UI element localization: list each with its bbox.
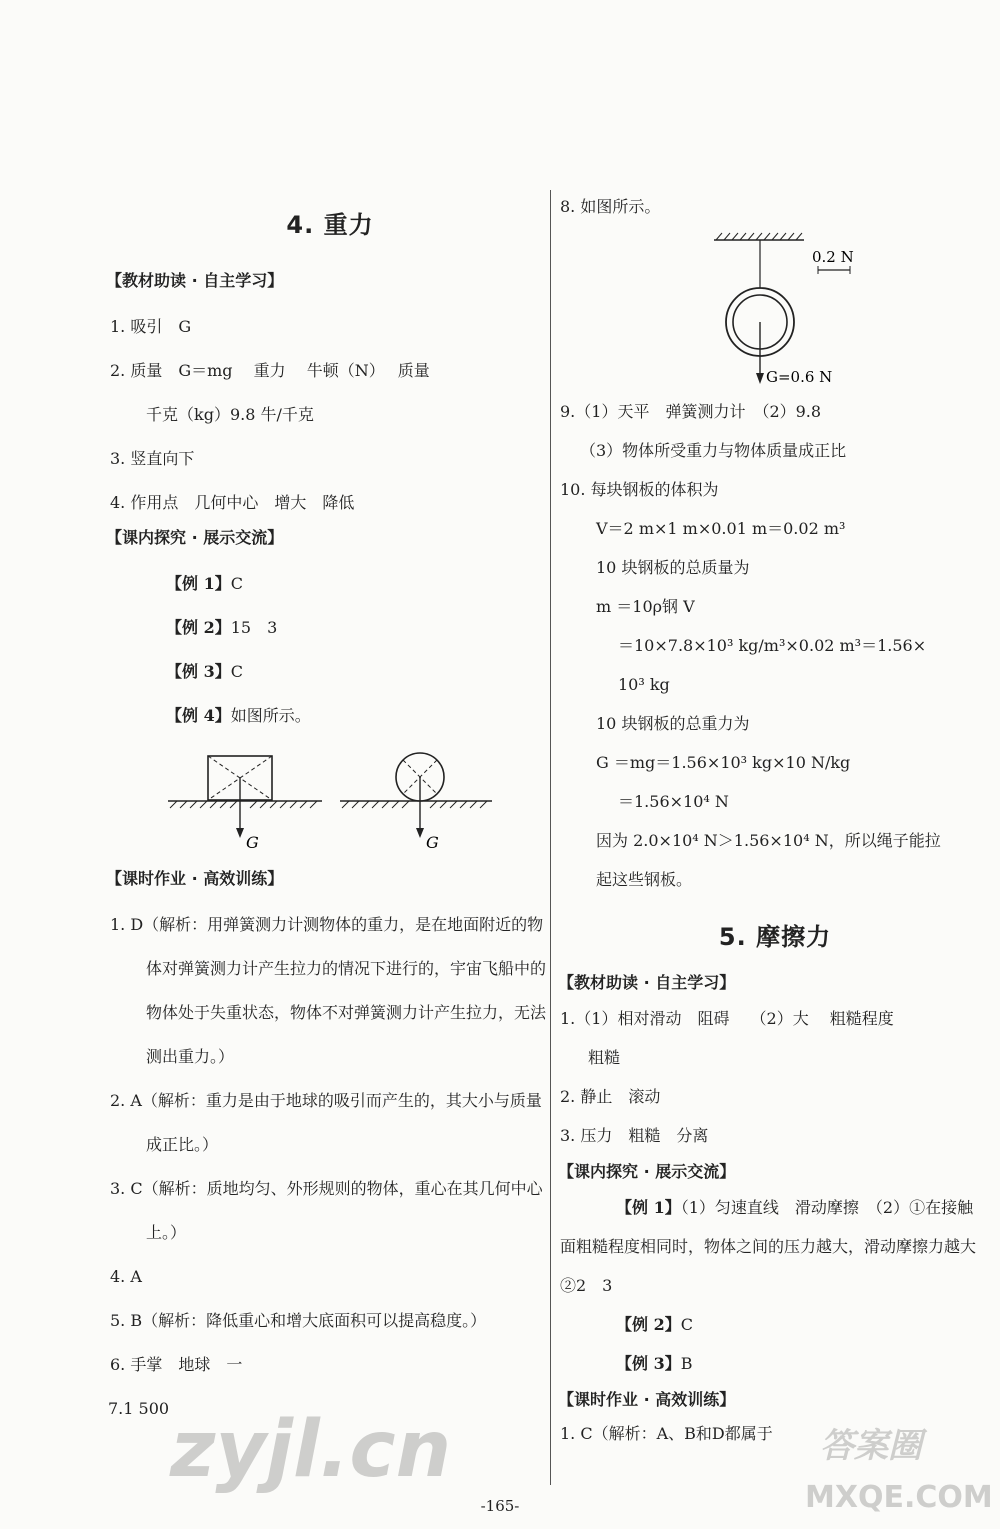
answer-10-line-d: ＝10×7.8×10³ kg/m³×0.02 m³＝1.56×: [618, 636, 927, 655]
watermark-corner: MXQE.COM: [805, 1480, 993, 1515]
gravity-label: G: [246, 833, 259, 852]
heading-class-inquiry: 【课内探究 · 展示交流】: [558, 1162, 736, 1181]
friction-example-2: [560, 1305, 990, 1344]
answer-10-line-g: G ＝mg＝1.56×10³ kg×10 N/kg: [596, 753, 851, 772]
left-column: [106, 195, 550, 1431]
example-answer: B: [680, 1354, 693, 1373]
friction-homework-1: 1. C（解析：A、B和D都属于: [560, 1424, 773, 1443]
answer-10: 10. 每块钢板的体积为: [560, 480, 719, 499]
answer-10-line-c: m ＝10ρ钢 V: [596, 597, 695, 616]
answer-9b: （3）物体所受重力与物体质量成正比: [580, 441, 847, 460]
answer-10-line-i: 因为 2.0×10⁴ N＞1.56×10⁴ N，所以绳子能拉: [596, 831, 941, 850]
homework-q3: 3. C（解析：质地均匀、外形规则的物体，重心在其几何中心上。）: [110, 1179, 543, 1242]
hanging-ball-diagram: [700, 222, 1000, 392]
answer-3: 3. 竖直向下: [110, 449, 195, 468]
answer-10-line-b: 10 块钢板的总质量为: [596, 558, 750, 577]
example-answer: 如图所示。: [230, 706, 311, 725]
heading-textbook-reading: 【教材助读 · 自主学习】: [106, 271, 284, 290]
gravity-diagram: [160, 744, 560, 854]
watermark-left: zyjl.cn: [170, 1405, 452, 1495]
heading-homework: 【课时作业 · 高效训练】: [558, 1390, 736, 1409]
friction-example-1: [560, 1188, 993, 1305]
scale-label: 0.2 N: [812, 248, 854, 266]
friction-example-3: [560, 1344, 990, 1383]
example-tag: 【例 1】: [166, 574, 231, 593]
right-column: [558, 195, 993, 1453]
homework-q4: 4. A: [110, 1267, 142, 1286]
homework-q6: 6. 手掌 地球 一: [110, 1355, 243, 1374]
section-title-friction: 5. 摩擦力: [718, 923, 832, 951]
homework-q5: 5. B（解析：降低重心和增大底面积可以提高稳度。）: [110, 1311, 487, 1330]
answer-1: 1. 吸引 G: [110, 317, 192, 336]
answer-4: 4. 作用点 几何中心 增大 降低: [110, 493, 355, 512]
example-answer: C: [230, 574, 243, 593]
example-tag: 【例 4】: [166, 706, 231, 725]
friction-answer-3: 3. 压力 粗糙 分离: [560, 1126, 709, 1145]
watermark-corner-top: 答案圈: [820, 1426, 922, 1466]
example-tag: 【例 2】: [616, 1315, 681, 1334]
example-answer: C: [230, 662, 243, 681]
friction-answer-1: 1.（1）相对滑动 阻碍 （2）大 粗糙程度: [560, 1009, 894, 1028]
example-2: [110, 606, 550, 650]
example-4: [110, 694, 550, 738]
answer-9a: 9.（1）天平 弹簧测力计 （2）9.8: [560, 402, 822, 421]
gravity-label: G: [426, 833, 439, 852]
example-tag: 【例 3】: [616, 1354, 681, 1373]
friction-answer-2: 2. 静止 滚动: [560, 1087, 661, 1106]
heading-textbook-reading: 【教材助读 · 自主学习】: [558, 973, 736, 992]
example-answer: 15 3: [230, 618, 278, 637]
example-tag: 【例 2】: [166, 618, 231, 637]
answer-10-line-f: 10 块钢板的总重力为: [596, 714, 750, 733]
box-figure: [168, 756, 322, 852]
page-number: -165-: [480, 1497, 520, 1515]
heading-homework: 【课时作业 · 高效训练】: [106, 869, 284, 888]
gravity-value-label: G=0.6 N: [766, 368, 833, 386]
answer-10-line-j: 起这些钢板。: [596, 870, 693, 889]
example-tag: 【例 3】: [166, 662, 231, 681]
friction-answer-1-cont: 粗糙: [588, 1048, 621, 1067]
heading-class-inquiry: 【课内探究 · 展示交流】: [106, 528, 284, 547]
answer-10-line-a: V＝2 m×1 m×0.01 m＝0.02 m³: [596, 519, 846, 538]
answer-2: 2. 质量 G＝mg 重力 牛顿（N） 质量: [110, 361, 430, 380]
homework-q1: 1. D（解析：用弹簧测力计测物体的重力，是在地面附近的物体对弹簧测力计产生拉力的情况下进行的，宇宙飞船中的物体处于失重状态，物体不对弹簧测力计产生拉力，无法测出重力。）: [110, 915, 547, 1066]
example-answer: C: [680, 1315, 693, 1334]
ball-figure: [340, 753, 492, 852]
example-answer: （1）匀速直线 滑动摩擦 （2）①在接触面粗糙程度相同时，物体之间的压力越大，滑动摩擦力越大 ②2 3: [560, 1198, 993, 1295]
answer-10-line-h: ＝1.56×10⁴ N: [618, 792, 729, 811]
example-tag: 【例 1】: [616, 1198, 681, 1217]
example-3: [110, 650, 550, 694]
answer-10-line-e: 10³ kg: [618, 675, 670, 694]
homework-q2: 2. A（解析：重力是由于地球的吸引而产生的，其大小与质量成正比。）: [110, 1091, 542, 1154]
homework-q7: 7.1 500: [108, 1399, 170, 1418]
section-title-gravity: 4. 重力: [286, 211, 374, 239]
example-1: [110, 562, 550, 606]
answer-2-cont: 千克（kg）9.8 牛/千克: [146, 405, 314, 424]
answer-8: 8. 如图所示。: [560, 197, 661, 216]
